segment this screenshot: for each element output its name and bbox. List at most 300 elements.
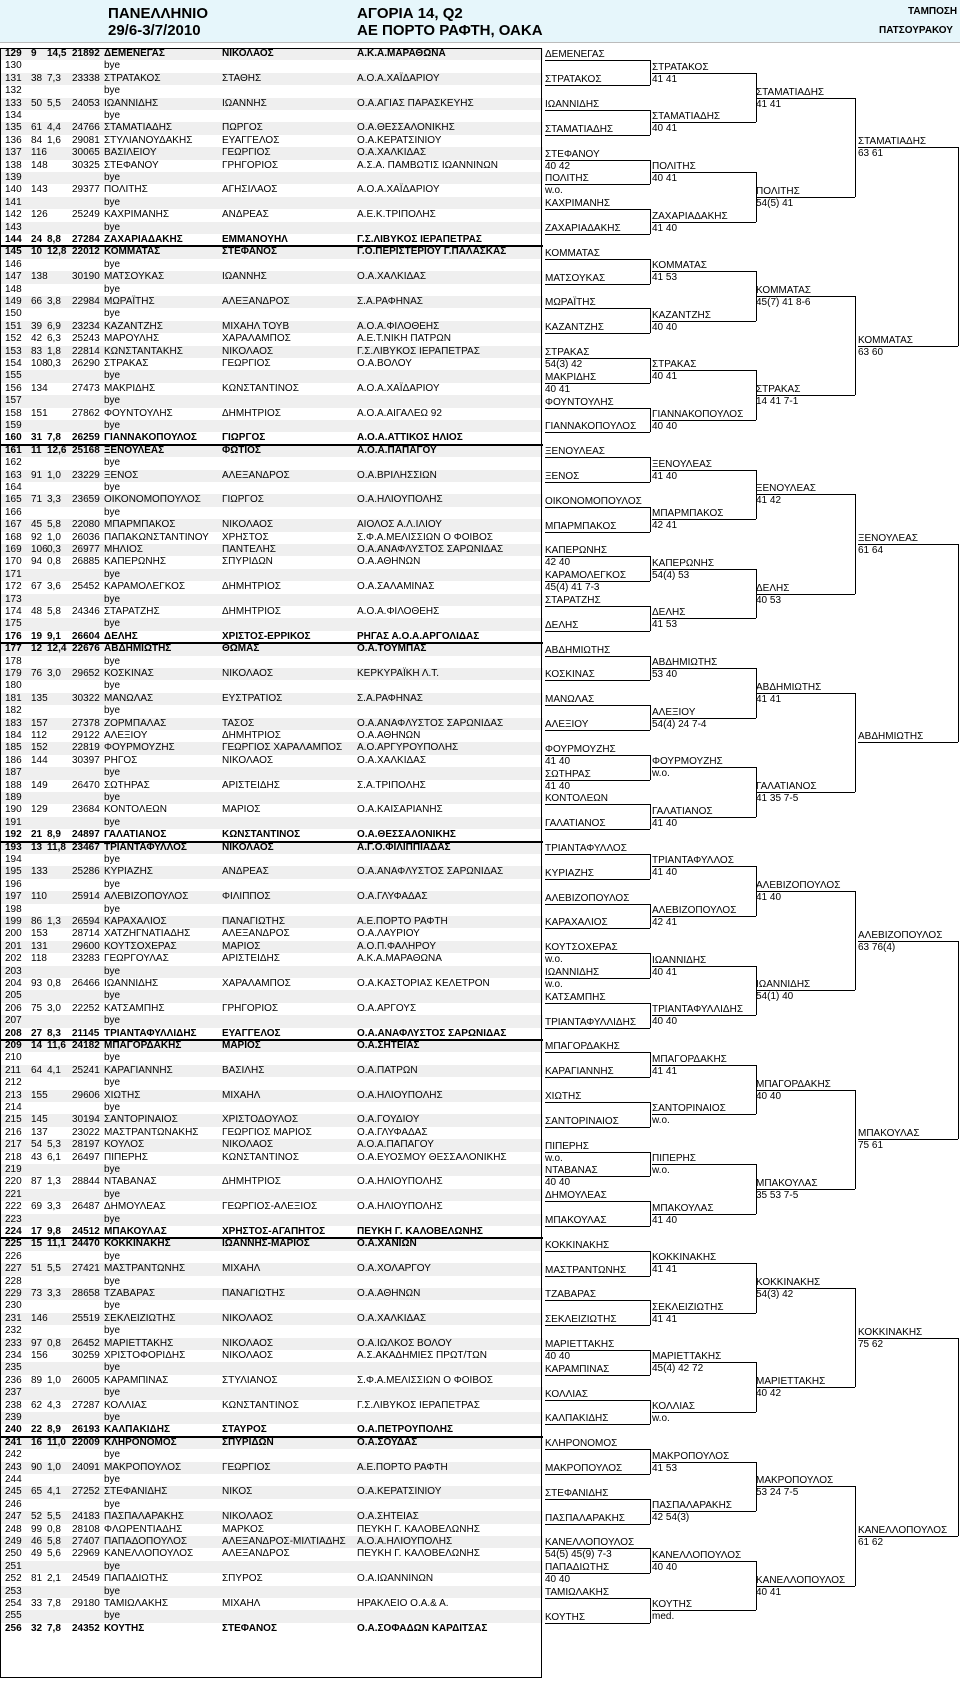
entry-firstname: ΠΑΝΑΓΙΩΤΗΣ: [222, 1288, 286, 1299]
entry-firstname: ΙΩΑΝΝΗΣ: [222, 97, 267, 109]
entry-license: 24766: [72, 122, 100, 134]
entry-firstname: ΝΙΚΟΛΑΟΣ: [222, 754, 274, 766]
bracket-score: 75 62: [858, 1338, 884, 1350]
entry-club: Ο.Α.ΗΛΙΟΥΠΟΛΗΣ: [357, 1176, 443, 1188]
bracket-connector: [650, 160, 651, 185]
entry-license: 29606: [72, 1089, 100, 1101]
entry-license: 28108: [72, 1523, 100, 1535]
bracket-connector: [650, 209, 651, 234]
entry-club: Ο.Α.ΒΟΛΟΥ: [357, 358, 412, 369]
entry-number: 132: [5, 85, 22, 97]
bracket-score: 41 40: [545, 780, 571, 792]
bracket-score: 54(4) 53: [652, 569, 690, 581]
entry-number: 241: [5, 1436, 22, 1448]
entry-firstname: ΧΡΗΣΤΟΣ: [222, 531, 269, 543]
entry-surname: bye: [104, 1213, 121, 1225]
entry-surname: ΠΙΠΕΡΗΣ: [104, 1151, 148, 1163]
entry-points: 0,8: [47, 1523, 61, 1535]
bracket-line: [545, 1251, 650, 1252]
entry-points: 0,3: [47, 358, 61, 369]
bracket-player-name: ΣΤΡΑΚΑΣ: [545, 347, 590, 358]
entry-rank: 144: [31, 754, 48, 766]
bracket-player-name: ΓΑΛΑΤΙΑΝΟΣ: [545, 818, 606, 830]
entry-surname: bye: [104, 990, 121, 1002]
entry-club: Α.Ο.Α.ΑΙΓΑΛΕΩ 92: [357, 407, 442, 419]
entry-license: 25452: [72, 581, 100, 593]
entry-rank: 49: [31, 1548, 43, 1560]
bracket-score: 41 40: [652, 867, 678, 879]
entry-firstname: ΣΤΥΛΙΑΝΟΣ: [222, 1374, 278, 1386]
entry-firstname: ΓΕΩΡΓΙΟΣ ΧΑΡΑΛΑΜΠΟΣ: [222, 742, 343, 754]
bracket-score: 40 40: [652, 321, 678, 333]
entry-license: 30259: [72, 1350, 100, 1361]
bracket-player-name: ΚΑΠΕΡΩΝΗΣ: [652, 557, 715, 569]
entry-number: 205: [5, 990, 22, 1002]
entry-points: 3,0: [47, 1002, 61, 1014]
bracket-line: [545, 234, 650, 235]
entry-rank: 73: [31, 1288, 43, 1299]
entry-surname: bye: [104, 680, 121, 692]
bracket-connector: [650, 556, 651, 581]
entry-surname: ΟΙΚΟΝΟΜΟΠΟΥΛΟΣ: [104, 494, 201, 506]
entry-number: 196: [5, 878, 22, 890]
bracket-player-name: ΚΛΗΡΟΝΟΜΟΣ: [545, 1438, 618, 1450]
entry-points: 7,8: [47, 1622, 61, 1634]
entry-rank: 54: [31, 1139, 43, 1151]
entry-number: 203: [5, 965, 22, 977]
bracket-score: 41 40: [652, 1214, 678, 1226]
bracket-line: [545, 928, 650, 929]
entry-surname: bye: [104, 1188, 121, 1200]
bracket-score: 40 40: [652, 1561, 678, 1573]
entry-firstname: ΑΡΙΣΤΕΙΔΗΣ: [222, 953, 280, 965]
entry-firstname: ΕΥΑΓΓΕΛΟΣ: [222, 134, 280, 146]
entry-number: 232: [5, 1325, 22, 1337]
bracket-connector: [855, 1090, 856, 1189]
entry-number: 169: [5, 544, 22, 555]
bracket-line: [545, 532, 650, 533]
bracket-line: [545, 457, 650, 458]
entry-rank: 133: [31, 866, 48, 878]
entry-club: Ο.Α.ΗΛΙΟΥΠΟΛΗΣ: [357, 1201, 443, 1213]
entry-points: 0,8: [47, 556, 61, 568]
entry-firstname: ΜΑΡΙΟΣ: [222, 940, 261, 952]
bracket-line: [545, 1598, 650, 1599]
bracket-score: 40 41: [652, 371, 678, 383]
bracket-score: w.o.: [545, 979, 563, 990]
entry-surname: ΜΑΤΣΟΥΚΑΣ: [104, 271, 165, 283]
entry-club: Ο.Α.ΛΑΥΡΙΟΥ: [357, 928, 420, 940]
entry-surname: ΜΑΚΡΟΠΟΥΛΟΣ: [104, 1461, 182, 1473]
bracket-connector: [855, 693, 856, 792]
entry-surname: ΚΟΜΜΑΤΑΣ: [104, 246, 161, 258]
entry-firstname: ΓΕΩΡΓΙΟΣ-ΑΛΕΞΙΟΣ: [222, 1201, 318, 1213]
bracket-player-name: ΚΑΝΕΛΛΟΠΟΥΛΟΣ: [756, 1574, 846, 1586]
bracket-connector: [855, 296, 856, 395]
bracket-player-name: ΔΗΜΟΥΛΕΑΣ: [545, 1190, 607, 1202]
bracket-player-name: ΔΕΛΗΣ: [652, 607, 686, 619]
bracket-player-name: ΑΛΕΒΙΖΟΠΟΥΛΟΣ: [858, 929, 943, 941]
entry-firstname: ΦΩΤΙΟΣ: [222, 444, 261, 456]
bracket-connector: [650, 854, 651, 879]
bracket-player-name: ΚΟΣΚΙΝΑΣ: [545, 669, 595, 681]
bracket-player-name: ΣΤΡΑΤΑΚΟΣ: [652, 61, 709, 73]
entry-club: Α.Ο.Α.ΑΤΤΙΚΟΣ ΗΛΙΟΣ: [357, 432, 463, 444]
entry-points: 12,4: [47, 643, 67, 655]
bracket-player-name: ΚΑΖΑΝΤΖΗΣ: [545, 322, 604, 334]
entry-license: 26005: [72, 1374, 100, 1386]
entry-firstname: ΕΜΜΑΝΟΥΗΛ: [222, 234, 288, 245]
entry-points: 7,8: [47, 432, 61, 444]
entry-surname: ΚΟΥΛΟΣ: [104, 1139, 145, 1151]
entry-points: 3,3: [47, 494, 61, 506]
entry-firstname: ΦΙΛΙΠΠΟΣ: [222, 891, 271, 903]
entry-club: Σ.Α.ΤΡΙΠΟΛΗΣ: [357, 779, 426, 791]
entry-license: 24053: [72, 97, 100, 109]
entry-club: Ο.Α.ΓΟΥΔΙΟΥ: [357, 1114, 420, 1126]
entry-firstname: ΜΑΡΙΟΣ: [222, 1040, 261, 1051]
entry-number: 213: [5, 1089, 22, 1101]
bracket-connector: [650, 1449, 651, 1474]
entry-number: 148: [5, 283, 22, 295]
entry-license: 29652: [72, 668, 100, 679]
entry-surname: bye: [104, 110, 121, 121]
entry-number: 242: [5, 1449, 22, 1461]
entry-firstname: ΝΙΚΟΛΑΟΣ: [222, 841, 274, 853]
entry-number: 212: [5, 1077, 22, 1089]
entry-rank: 66: [31, 296, 43, 307]
entry-club: Α.Σ.ΑΚΑΔΗΜΙΕΣ ΠΡΩΤ/ΤΩΝ: [357, 1350, 487, 1361]
bracket-line: [545, 408, 650, 409]
entry-firstname: ΚΩΝΣΤΑΝΤΙΝΟΣ: [222, 382, 299, 394]
entry-rank: 83: [31, 345, 43, 357]
bracket-line: [545, 1276, 650, 1277]
bracket-player-name: ΚΟΜΜΑΤΑΣ: [858, 334, 913, 346]
entry-license: 22676: [72, 643, 100, 655]
bracket-connector: [650, 1598, 651, 1623]
entry-license: 27252: [72, 1486, 100, 1498]
entry-club: Α.Ο.Α.ΗΛΙΟΥΠΟΛΗΣ: [357, 1536, 453, 1547]
entry-club: Ο.Α.ΑΓΙΑΣ ΠΑΡΑΣΚΕΥΗΣ: [357, 97, 474, 109]
bracket-connector: [855, 1288, 856, 1387]
entry-surname: ΓΕΩΡΓΟΥΛΑΣ: [104, 953, 169, 965]
entry-club: Ο.Α.ΑΡΓΟΥΣ: [357, 1002, 417, 1014]
entry-number: 163: [5, 469, 22, 481]
bracket-player-name: ΑΛΕΒΙΖΟΠΟΥΛΟΣ: [756, 880, 841, 892]
bracket-score: 41 41: [652, 1065, 678, 1077]
entry-rank: 90: [31, 1461, 43, 1473]
entry-number: 147: [5, 271, 22, 283]
bracket-player-name: ΦΟΥΝΤΟΥΛΗΣ: [545, 396, 614, 408]
entry-points: 12,6: [47, 444, 67, 456]
entry-firstname: ΑΛΕΞΑΝΔΡΟΣ: [222, 469, 290, 481]
entry-number: 167: [5, 519, 22, 531]
entry-club: Ο.Α.ΒΡΙΛΗΣΣΙΩΝ: [357, 469, 437, 481]
venue: ΑΕ ΠΟΡΤΟ ΡΑΦΤΗ, ΟΑΚΑ: [357, 22, 543, 39]
bracket-player-name: ΞΕΝΟΥΛΕΑΣ: [858, 533, 918, 544]
bracket-score: 41 41: [652, 1313, 678, 1325]
entry-license: 22814: [72, 345, 100, 357]
bracket-score: 41 40: [545, 755, 571, 767]
entry-surname: ΜΑΡΟΥΛΗΣ: [104, 333, 160, 345]
bracket-connector: [855, 1486, 856, 1585]
entry-firstname: ΓΙΩΡΓΟΣ: [222, 494, 264, 506]
entry-surname: ΣΤΕΦΑΝΙΔΗΣ: [104, 1486, 168, 1498]
entry-number: 173: [5, 593, 22, 605]
entry-license: 30322: [72, 692, 100, 704]
entry-surname: ΜΑΡΙΕΤΤΑΚΗΣ: [104, 1337, 174, 1349]
bracket-score: 45(7) 41 8-6: [756, 297, 811, 308]
entry-firstname: ΝΙΚΟΛΑΟΣ: [222, 345, 274, 357]
entry-number: 145: [5, 246, 22, 258]
bracket-player-name: ΜΠΑΚΟΥΛΑΣ: [652, 1202, 714, 1214]
entry-firstname: ΝΙΚΟΛΑΟΣ: [222, 668, 274, 679]
entry-club: Ο.Α.ΗΛΙΟΥΠΟΛΗΣ: [357, 494, 443, 506]
entry-license: 30065: [72, 147, 100, 159]
entry-surname: ΧΙΩΤΗΣ: [104, 1089, 141, 1101]
entry-club: Α.Κ.Α.ΜΑΡΑΘΩΝΑ: [357, 953, 442, 965]
entry-surname: ΓΑΛΑΤΙΑΝΟΣ: [104, 829, 167, 841]
entry-license: 24182: [72, 1040, 100, 1051]
entry-surname: bye: [104, 1077, 121, 1089]
bracket-score: 40 40: [756, 1090, 782, 1102]
entry-firstname: ΔΗΜΗΤΡΙΟΣ: [222, 730, 281, 741]
entry-number: 204: [5, 978, 22, 989]
entry-club: Ο.Α.ΤΟΥΜΠΑΣ: [357, 643, 427, 655]
entry-surname: bye: [104, 172, 121, 183]
entry-surname: ΚΥΡΙΑΖΗΣ: [104, 866, 153, 878]
entry-license: 26885: [72, 556, 100, 568]
entry-club: Α.Ο.Α.ΧΑΪΔΑΡΙΟΥ: [357, 382, 440, 394]
entry-number: 194: [5, 854, 22, 865]
entry-license: 27407: [72, 1536, 100, 1547]
bracket-player-name: ΚΑΤΣΑΜΠΗΣ: [545, 991, 606, 1003]
entry-rank: 131: [31, 940, 48, 952]
entry-number: 229: [5, 1288, 22, 1299]
entry-club: Α.Ο.Α.ΠΑΠΑΓΟΥ: [357, 444, 437, 456]
entry-rank: 94: [31, 556, 43, 568]
entry-club: Α.Ε.Κ.ΤΡΙΠΟΛΗΣ: [357, 209, 436, 221]
bracket-player-name: ΠΟΛΙΤΗΣ: [756, 185, 800, 197]
entry-license: 23467: [72, 841, 100, 853]
entry-license: 30325: [72, 159, 100, 171]
entry-surname: ΚΑΠΕΡΩΝΗΣ: [104, 556, 167, 568]
bracket-connector: [650, 1152, 651, 1177]
event-title: ΠΑΝΕΛΛΗΝΙΟ: [108, 5, 209, 22]
entry-number: 240: [5, 1424, 22, 1436]
entry-rank: 93: [31, 978, 43, 989]
entry-club: Ο.Α.ΠΕΤΡΟΥΠΟΛΗΣ: [357, 1424, 454, 1436]
bracket-score: 63 61: [858, 148, 884, 160]
bracket-player-name: ΞΕΝΟΥΛΕΑΣ: [652, 458, 712, 470]
entry-license: 21145: [72, 1027, 100, 1039]
bracket-line: [858, 742, 958, 743]
bracket-score: 42 41: [652, 917, 678, 928]
entry-surname: ΚΟΥΤΣΟΧΕΡΑΣ: [104, 940, 177, 952]
entry-license: 26977: [72, 544, 100, 555]
bracket-line: [545, 854, 650, 855]
entry-club: Ο.Α.ΗΛΙΟΥΠΟΛΗΣ: [357, 1089, 443, 1101]
entry-number: 243: [5, 1461, 22, 1473]
entry-firstname: ΝΙΚΟΛΑΟΣ: [222, 1139, 274, 1151]
entry-firstname: ΚΩΝΣΤΑΝΤΙΝΟΣ: [222, 1399, 299, 1411]
entry-surname: ΦΟΥΝΤΟΥΛΗΣ: [104, 407, 173, 419]
entry-club: Ο.Α.ΣΟΦΑΔΩΝ ΚΑΡΔΙΤΣΑΣ: [357, 1622, 488, 1634]
entry-license: 27378: [72, 717, 100, 729]
entry-points: 5,5: [47, 1263, 61, 1275]
entry-surname: bye: [104, 593, 121, 605]
bracket-line: [545, 879, 650, 880]
bracket-line: [545, 1499, 650, 1500]
entry-rank: 42: [31, 333, 43, 345]
bracket-player-name: ΠΟΛΙΤΗΣ: [545, 173, 589, 185]
entry-points: 1,8: [47, 345, 61, 357]
bracket-player-name: ΣΤΑΡΑΤΖΗΣ: [545, 595, 601, 606]
bracket-player-name: ΤΖΑΒΑΡΑΣ: [545, 1289, 597, 1301]
entry-number: 238: [5, 1399, 22, 1411]
entry-points: 3,6: [47, 581, 61, 593]
entry-rank: 69: [31, 1201, 43, 1213]
entry-rank: 51: [31, 1263, 43, 1275]
bracket-line: [545, 85, 650, 86]
entry-number: 215: [5, 1114, 22, 1126]
entry-rank: 45: [31, 519, 43, 531]
bracket-player-name: ΑΛΕΒΙΖΟΠΟΥΛΟΣ: [652, 905, 737, 916]
bracket-connector: [855, 494, 856, 593]
bracket-connector: [650, 60, 651, 85]
entry-club: ΗΡΑΚΛΕΙΟ Ο.Α.& Α.: [357, 1598, 449, 1609]
entry-number: 195: [5, 866, 22, 878]
entry-points: 4,1: [47, 1486, 61, 1498]
entry-club: Ο.Α.ΓΛΥΦΑΔΑΣ: [357, 891, 428, 903]
entry-club: Ο.Α.ΙΩΑΝΝΙΝΩΝ: [357, 1573, 434, 1585]
entry-club: Α.Κ.Α.ΜΑΡΑΘΩΝΑ: [357, 48, 446, 59]
bracket-player-name: ΞΕΝΟΣ: [545, 471, 580, 482]
entry-club: Ο.Α.ΘΕΣΣΑΛΟΝΙΚΗΣ: [357, 829, 456, 841]
bracket-connector: [650, 1102, 651, 1127]
bracket-player-name: ΦΟΥΡΜΟΥΖΗΣ: [652, 756, 723, 768]
entry-surname: ΚΑΛΠΑΚΙΔΗΣ: [104, 1424, 170, 1436]
bracket-player-name: ΟΙΚΟΝΟΜΟΠΟΥΛΟΣ: [545, 495, 642, 507]
bracket-score: 41 41: [756, 98, 782, 110]
bracket-player-name: ΙΩΑΝΝΙΔΗΣ: [756, 979, 811, 991]
entry-rank: 155: [31, 1089, 48, 1101]
bracket-player-name: ΤΡΙΑΝΤΑΦΥΛΛΟΣ: [652, 855, 734, 867]
entry-number: 140: [5, 184, 22, 196]
bracket-score: 40 40: [545, 1351, 571, 1362]
entry-points: 3,3: [47, 1288, 61, 1299]
entry-points: 5,8: [47, 1536, 61, 1547]
bracket-score: 54(5) 45(9) 7-3: [545, 1549, 612, 1561]
bracket-player-name: ΑΛΕΞΙΟΥ: [652, 706, 696, 718]
bracket-line: [545, 804, 650, 805]
entry-number: 138: [5, 159, 22, 171]
bracket-player-name: ΜΑΤΣΟΥΚΑΣ: [545, 272, 606, 284]
entry-rank: 48: [31, 606, 43, 617]
entry-points: 7,8: [47, 1598, 61, 1609]
entry-firstname: ΧΑΡΑΛΑΜΠΟΣ: [222, 978, 291, 989]
entry-points: 7,3: [47, 72, 61, 84]
bracket-player-name: ΚΟΥΤΗΣ: [545, 1611, 585, 1623]
entry-firstname: ΑΡΙΣΤΕΙΔΗΣ: [222, 779, 280, 791]
bracket-line: [545, 631, 650, 632]
entry-club: Ο.Α.ΑΘΗΝΩΝ: [357, 556, 421, 568]
entry-club: Ο.Α.ΙΩΛΚΟΣ ΒΟΛΟΥ: [357, 1337, 452, 1349]
entry-surname: bye: [104, 85, 121, 97]
entry-firstname: ΑΛΕΞΑΝΔΡΟΣ-ΜΙΛΤΙΑΔΗΣ: [222, 1536, 346, 1547]
entry-number: 222: [5, 1201, 22, 1213]
entry-number: 234: [5, 1350, 22, 1361]
entry-firstname: ΔΗΜΗΤΡΙΟΣ: [222, 581, 281, 593]
draw-category: ΑΓΟΡΙΑ 14, Q2: [357, 5, 463, 22]
entry-rank: 91: [31, 469, 43, 481]
entry-surname: bye: [104, 1052, 121, 1064]
entry-license: 27421: [72, 1263, 100, 1275]
bracket-player-name: ΣΑΝΤΟΡΙΝΑΙΟΣ: [652, 1103, 726, 1115]
entry-points: 4,3: [47, 1399, 61, 1411]
entry-rank: 67: [31, 581, 43, 593]
bracket-player-name: ΚΟΜΜΑΤΑΣ: [652, 260, 707, 272]
entry-rank: 108: [31, 358, 48, 369]
entry-club: Α.Σ.Α. ΠΑΜΒΩΤΙΣ ΙΩΑΝΝΙΝΩΝ: [357, 159, 498, 171]
entry-firstname: ΠΑΝΑΓΙΩΤΗΣ: [222, 916, 286, 927]
entry-rank: 31: [31, 432, 43, 444]
entry-firstname: ΓΙΩΡΓΟΣ: [222, 432, 266, 444]
entry-rank: 52: [31, 1511, 43, 1523]
entry-club: Ο.Α.ΑΘΗΝΩΝ: [357, 730, 421, 741]
entry-club: Ο.Α.ΕΥΟΣΜΟΥ ΘΕΣΣΑΛΟΝΙΚΗΣ: [357, 1151, 507, 1163]
bracket-player-name: ΚΟΚΚΙΝΑΚΗΣ: [652, 1252, 717, 1264]
entry-surname: bye: [104, 878, 121, 890]
entry-points: 1,0: [47, 531, 61, 543]
bracket-score: 41 53: [652, 1462, 678, 1474]
entry-number: 162: [5, 457, 22, 469]
bracket-line: [545, 730, 650, 731]
entry-number: 223: [5, 1213, 22, 1225]
entry-license: 26452: [72, 1337, 100, 1349]
entry-firstname: ΕΥΑΓΓΕΛΟΣ: [222, 1027, 281, 1039]
entry-firstname: ΝΙΚΟΣ: [222, 1486, 253, 1498]
entry-points: 6,1: [47, 1151, 61, 1163]
entry-number: 158: [5, 407, 22, 419]
bracket-line: [545, 680, 650, 681]
entry-club: Σ.Φ.Α.ΜΕΛΙΣΣΙΩΝ Ο ΦΟΙΒΟΣ: [357, 531, 493, 543]
entry-rank: 149: [31, 779, 48, 791]
bracket-score: w.o.: [545, 954, 563, 966]
entry-surname: bye: [104, 1387, 121, 1399]
entry-firstname: ΑΝΔΡΕΑΣ: [222, 209, 269, 221]
entry-license: 27284: [72, 234, 100, 245]
entry-surname: ΠΟΛΙΤΗΣ: [104, 184, 148, 196]
entry-surname: bye: [104, 283, 121, 295]
bracket-line: [545, 209, 650, 210]
entry-number: 143: [5, 221, 22, 233]
bracket-player-name: ΚΑΡΑΓΙΑΝΝΗΣ: [545, 1066, 614, 1078]
bracket-score: 41 35 7-5: [756, 793, 799, 804]
entry-surname: ΜΑΝΩΛΑΣ: [104, 692, 154, 704]
entry-number: 252: [5, 1573, 22, 1585]
bracket-player-name: ΜΑΚΡΟΠΟΥΛΟΣ: [652, 1450, 730, 1462]
entry-club: Ο.Α.ΑΝΑΦΛΥΣΤΟΣ ΣΑΡΩΝΙΔΑΣ: [357, 866, 504, 878]
entry-surname: ΞΕΝΟΥΛΕΑΣ: [104, 444, 165, 456]
entry-firstname: ΠΩΡΓΟΣ: [222, 122, 263, 134]
bracket-player-name: ΑΒΔΗΜΙΩΤΗΣ: [652, 657, 718, 668]
entry-number: 135: [5, 122, 22, 134]
bracket-player-name: ΠΑΠΑΔΙΩΤΗΣ: [545, 1562, 610, 1574]
bracket-line: [545, 904, 650, 905]
entry-surname: bye: [104, 1610, 121, 1622]
entry-license: 24470: [72, 1238, 100, 1250]
